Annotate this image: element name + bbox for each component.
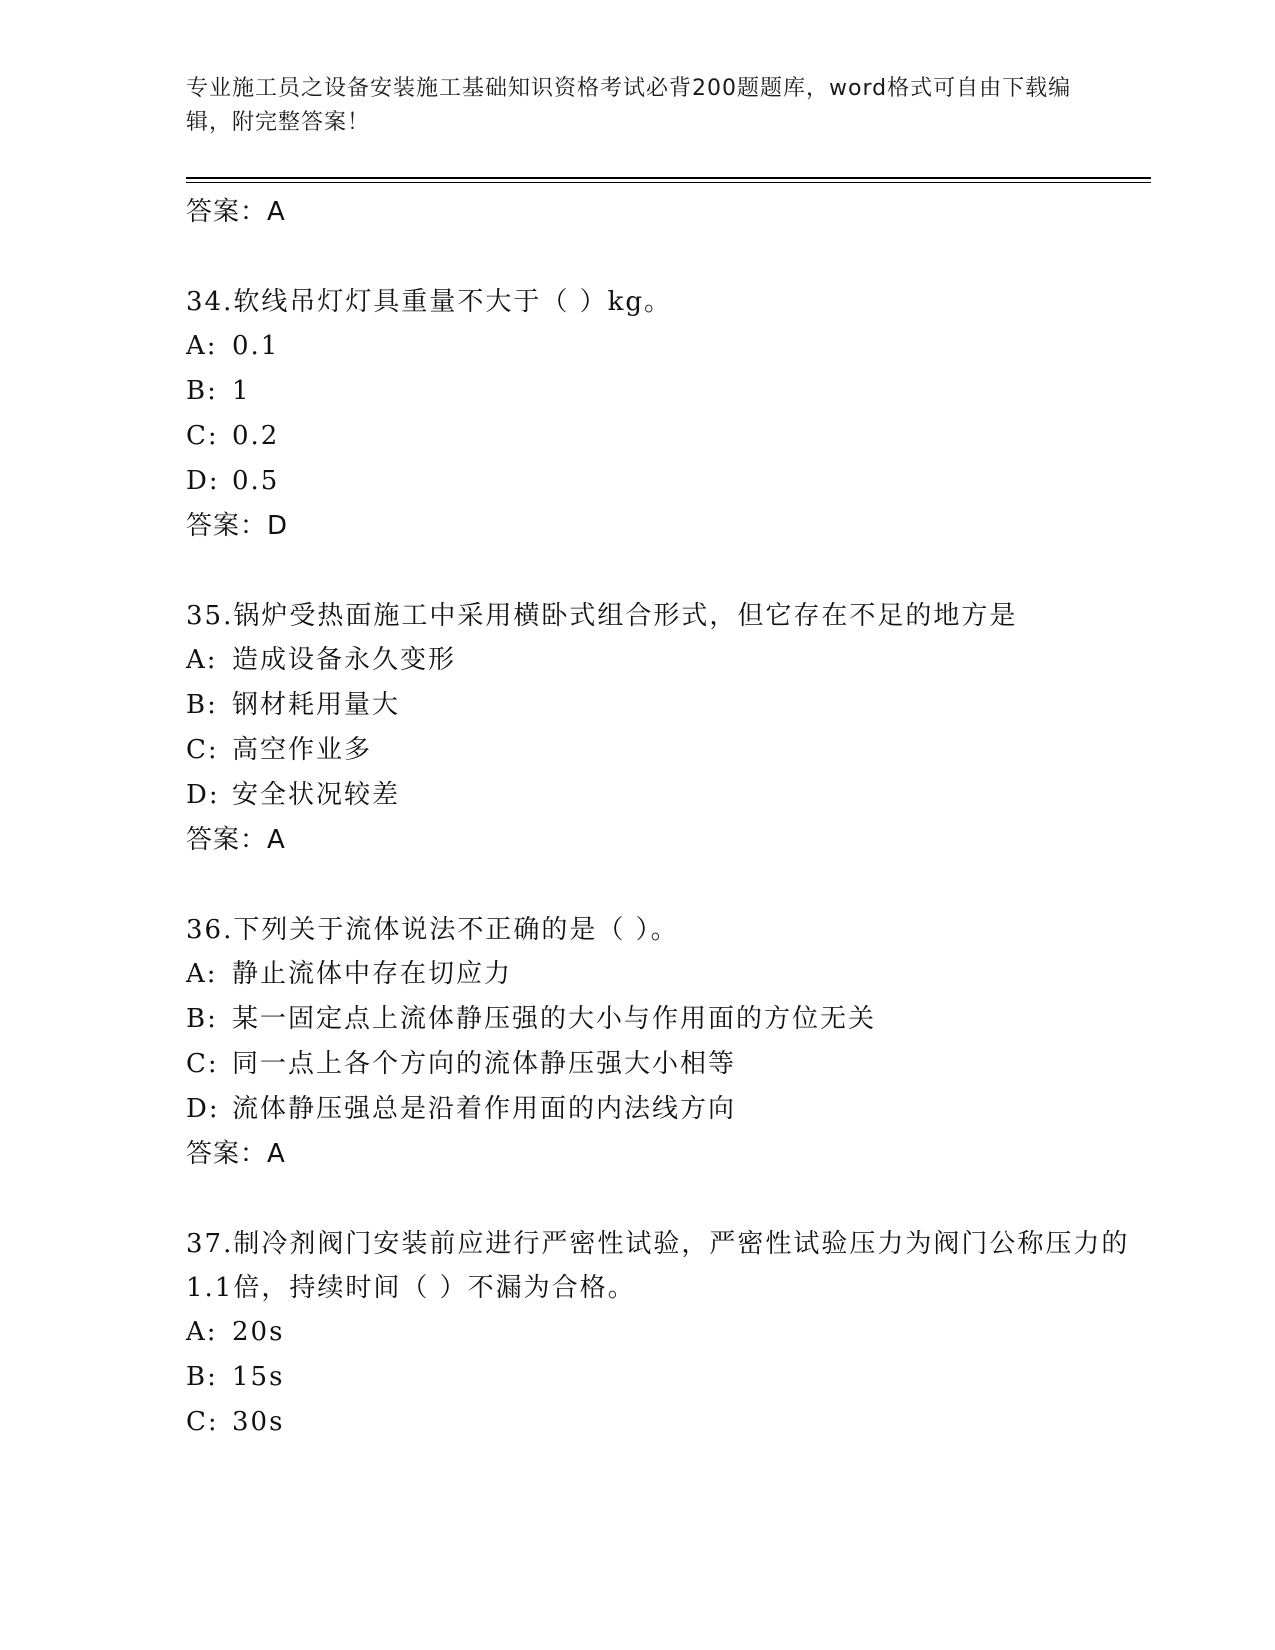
answer-line: 答案：A — [186, 825, 286, 855]
document-body — [186, 190, 1146, 1445]
document-header — [186, 72, 1076, 140]
option-d: D: 流体静压强总是沿着作用面的内法线方向 — [186, 1094, 737, 1124]
option-a: A: 20s — [186, 1317, 285, 1347]
option-b: B: 钢材耗用量大 — [186, 690, 401, 720]
option-c: C: 0.2 — [186, 421, 280, 451]
option-a: A: 0.1 — [186, 331, 280, 361]
option-c: C: 同一点上各个方向的流体静压强大小相等 — [186, 1049, 737, 1079]
option-d: D: 0.5 — [186, 466, 280, 496]
option-b: B: 15s — [186, 1362, 285, 1392]
option-d: D: 安全状况较差 — [186, 780, 401, 810]
answer-line: 答案：A — [186, 1139, 286, 1169]
answer-line: 答案：A — [186, 197, 286, 227]
answer-line: 答案：D — [186, 511, 289, 541]
option-a: A: 造成设备永久变形 — [186, 645, 457, 675]
option-c: C: 高空作业多 — [186, 735, 373, 765]
option-b: B: 某一固定点上流体静压强的大小与作用面的方位无关 — [186, 1004, 877, 1034]
option-c: C: 30s — [186, 1407, 285, 1437]
question-text: 36.下列关于流体说法不正确的是（ ）。 — [186, 915, 679, 945]
question-text: 35.锅炉受热面施工中采用横卧式组合形式，但它存在不足的地方是 — [186, 601, 1018, 631]
header-rule-thick — [186, 177, 1151, 179]
option-b: B: 1 — [186, 376, 251, 406]
header-title: 专业施工员之设备安装施工基础知识资格考试必背200题题库，word格式可自由下载编辑，附完整答案！ — [186, 76, 1072, 135]
header-rule-thin — [186, 182, 1151, 183]
question-text: 37.制冷剂阀门安装前应进行严密性试验，严密性试验压力为阀门公称压力的1.1倍，持续时间（ ）不漏为合格。 — [186, 1229, 1130, 1303]
option-a: A: 静止流体中存在切应力 — [186, 959, 513, 989]
question-text: 34.软线吊灯灯具重量不大于（ ）kg。 — [186, 287, 673, 317]
